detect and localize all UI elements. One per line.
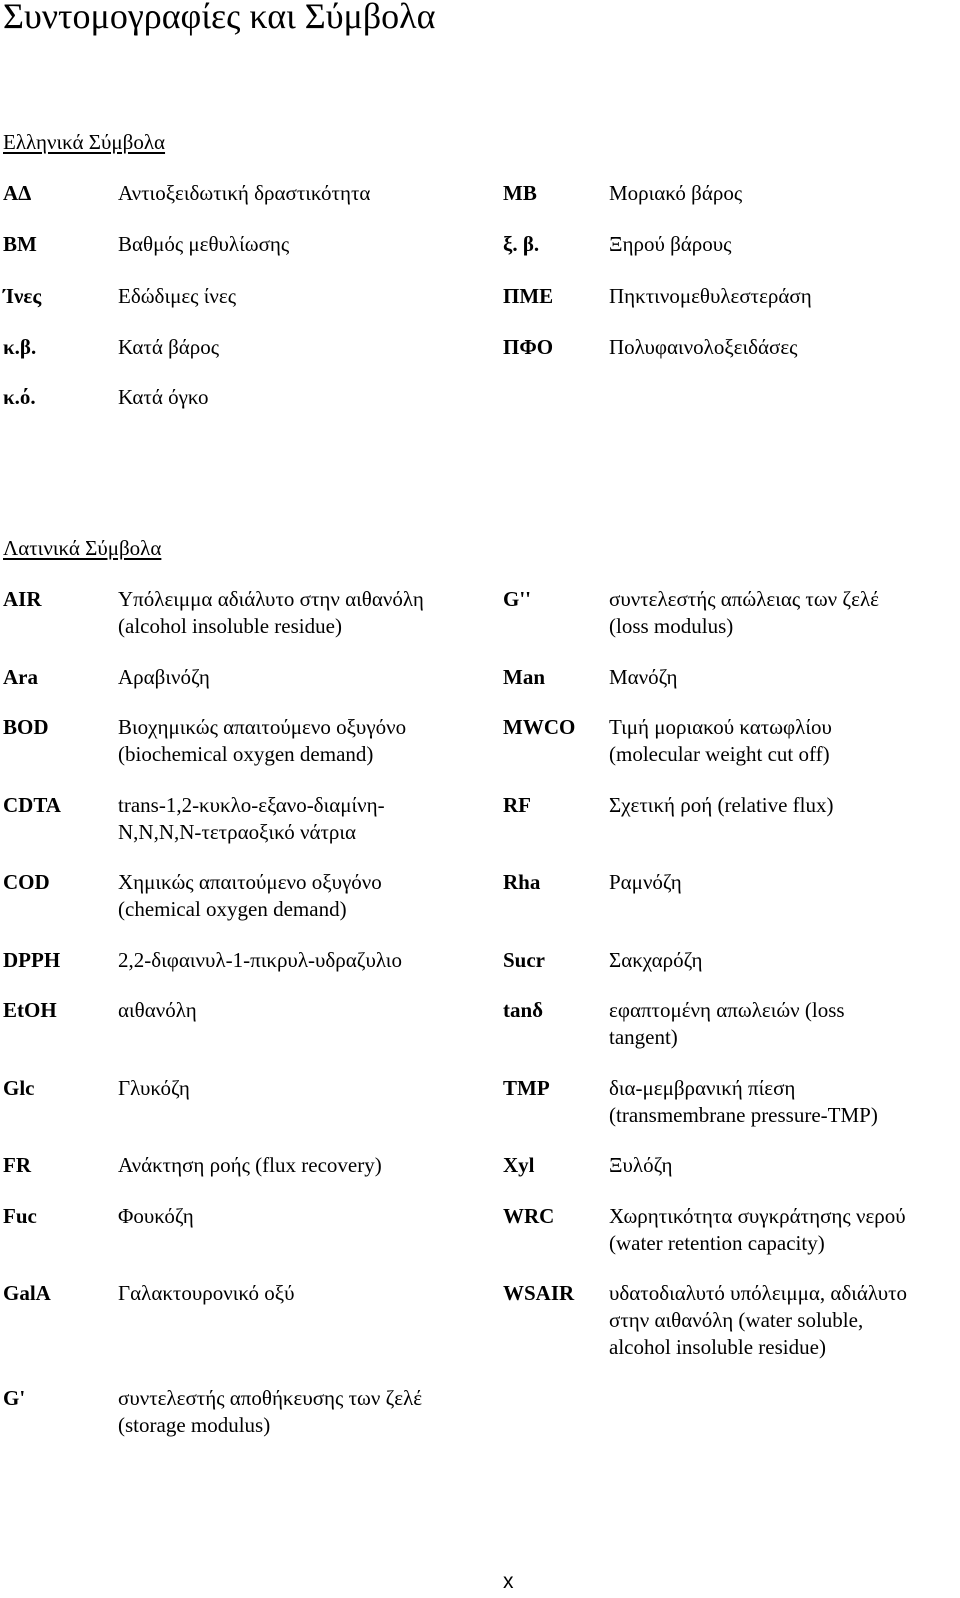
latin-left-def: 2,2-διφαινυλ-1-πικρυλ-υδραζυλιο (118, 948, 402, 972)
greek-left-abbr: κ.ό. (3, 385, 36, 409)
greek-left-def: Εδώδιμες ίνες (118, 284, 237, 308)
greek-right-def: Πολυφαινολοξειδάσες (609, 335, 798, 359)
latin-right-def: εφαπτομένη απωλειών (loss tangent) (609, 998, 845, 1049)
greek-left-abbr: ΑΔ (3, 181, 32, 205)
latin-right-def: Τιμή μοριακού κατωφλίου (molecular weight cut off) (609, 715, 832, 766)
latin-symbols-heading: Λατινικά Σύμβολα (3, 536, 162, 560)
greek-left-abbr: Ίνες (3, 284, 42, 308)
latin-right-abbr: Xyl (503, 1153, 535, 1177)
page-title: Συντομογραφίες και Σύμβολα (3, 0, 436, 36)
greek-symbols-heading: Ελληνικά Σύμβολα (3, 130, 166, 154)
latin-left-def: Ανάκτηση ροής (flux recovery) (118, 1153, 382, 1177)
greek-left-abbr: ΒΜ (3, 232, 37, 256)
greek-left-def: Αντιοξειδωτική δραστικότητα (118, 181, 371, 205)
latin-left-abbr: CDTA (3, 793, 61, 817)
latin-right-def: Σακχαρόζη (609, 948, 703, 972)
latin-left-abbr: COD (3, 870, 50, 894)
latin-left-abbr: AIR (3, 587, 42, 611)
latin-left-def: Φουκόζη (118, 1204, 194, 1228)
latin-left-abbr: Ara (3, 665, 38, 689)
latin-right-def: συντελεστής απώλειας των ζελέ (loss modulus) (609, 587, 879, 638)
greek-right-def: Πηκτινομεθυλεστεράση (609, 284, 812, 308)
latin-left-def: Υπόλειμμα αδιάλυτο στην αιθανόλη (alcohol insoluble residue) (118, 587, 424, 638)
latin-left-abbr: Fuc (3, 1204, 37, 1228)
latin-left-abbr: FR (3, 1153, 31, 1177)
greek-left-def: Βαθμός μεθυλίωσης (118, 232, 290, 256)
latin-left-def: συντελεστής αποθήκευσης των ζελέ (storage modulus) (118, 1386, 423, 1437)
latin-right-def: Ραμνόζη (609, 870, 682, 894)
greek-right-def: Μοριακό βάρος (609, 181, 743, 205)
greek-right-abbr: ΠΜΕ (503, 284, 554, 308)
latin-left-abbr: G' (3, 1386, 26, 1410)
latin-right-abbr: RF (503, 793, 531, 817)
latin-right-def: δια-μεμβρανική πίεση (transmembrane pressure-TMP) (609, 1076, 878, 1127)
latin-left-def: Βιοχημικώς απαιτούμενο οξυγόνο (biochemical oxygen demand) (118, 715, 407, 766)
latin-right-abbr: Rha (503, 870, 541, 894)
page-number: x (503, 1570, 514, 1593)
latin-left-abbr: DPPH (3, 948, 61, 972)
greek-right-abbr: ΠΦΟ (503, 335, 554, 359)
latin-right-def: Μανόζη (609, 665, 678, 689)
latin-right-abbr: tanδ (503, 998, 544, 1022)
greek-right-abbr: ΜΒ (503, 181, 537, 205)
latin-right-abbr: Man (503, 665, 545, 689)
greek-right-def: Ξηρού βάρους (609, 232, 732, 256)
latin-left-def: Χημικώς απαιτούμενο οξυγόνο (chemical oxygen demand) (118, 870, 382, 921)
latin-right-abbr: TMP (503, 1076, 550, 1100)
latin-right-def: υδατοδιαλυτό υπόλειμμα, αδιάλυτο στην αιθανόλη (water soluble, alcohol insoluble residue) (609, 1281, 908, 1359)
latin-left-abbr: GalA (3, 1281, 51, 1305)
latin-right-def: Χωρητικότητα συγκράτησης νερού (water retention capacity) (609, 1204, 906, 1255)
latin-left-abbr: BOD (3, 715, 49, 739)
latin-left-def: Γαλακτουρονικό οξύ (118, 1281, 295, 1305)
latin-left-def: trans-1,2-κυκλο-εξανο-διαμίνη- N,N,N,N-τετραοξικό νάτρια (118, 793, 385, 844)
latin-right-abbr: WRC (503, 1204, 555, 1228)
greek-right-abbr: ξ. β. (503, 232, 540, 256)
latin-left-def: αιθανόλη (118, 998, 197, 1022)
latin-right-abbr: MWCO (503, 715, 576, 739)
latin-left-abbr: EtOH (3, 998, 57, 1022)
latin-left-def: Αραβινόζη (118, 665, 210, 689)
greek-left-def: Κατά βάρος (118, 335, 220, 359)
latin-left-def: Γλυκόζη (118, 1076, 190, 1100)
latin-right-abbr: WSAIR (503, 1281, 575, 1305)
latin-right-def: Σχετική ροή (relative flux) (609, 793, 834, 817)
latin-left-abbr: Glc (3, 1076, 35, 1100)
latin-right-abbr: G'' (503, 587, 532, 611)
latin-right-def: Ξυλόζη (609, 1153, 673, 1177)
latin-right-abbr: Sucr (503, 948, 545, 972)
greek-left-abbr: κ.β. (3, 335, 37, 359)
greek-left-def: Κατά όγκο (118, 385, 209, 409)
